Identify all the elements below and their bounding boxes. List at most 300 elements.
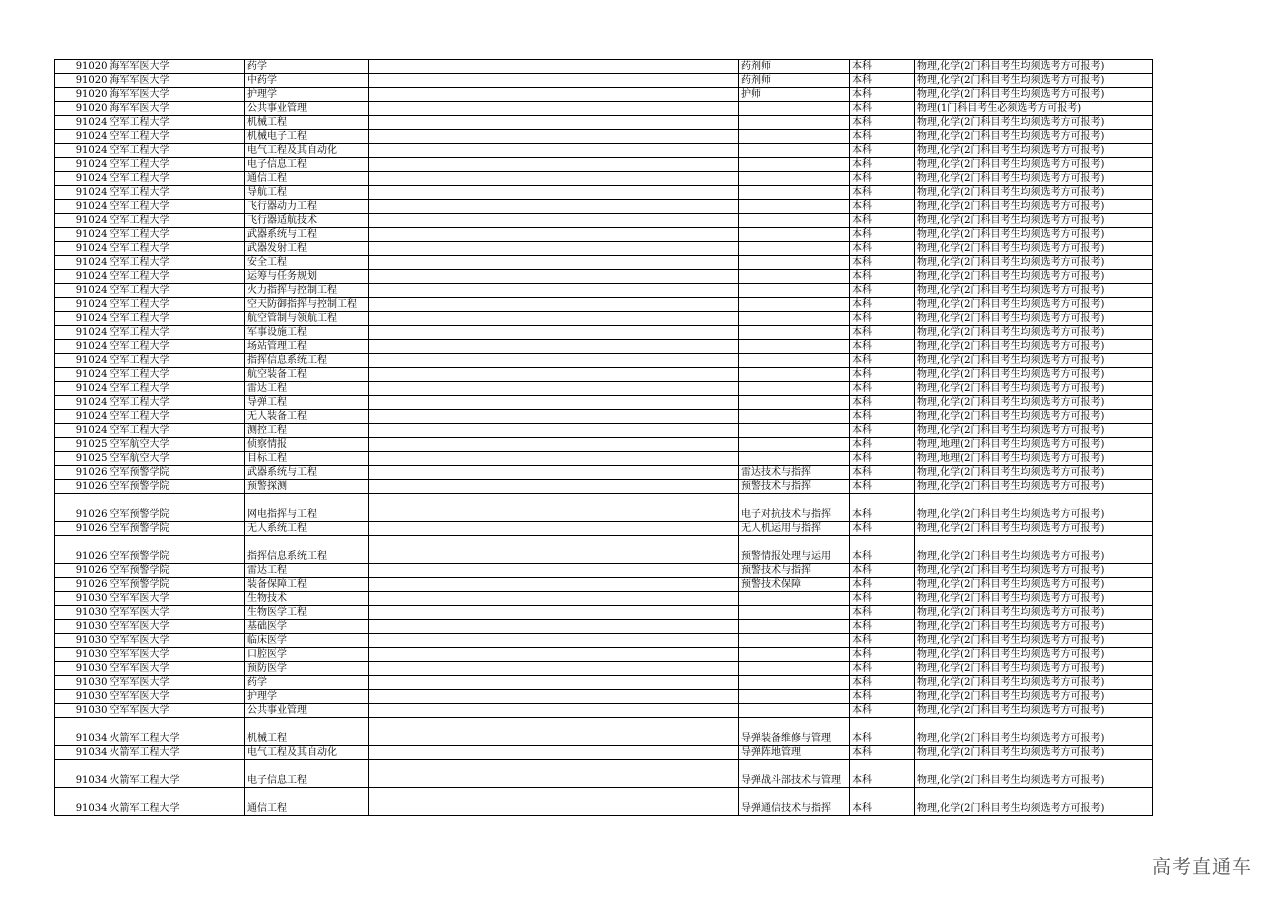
major-name-cell: 护理学 bbox=[245, 690, 369, 704]
major-name-cell: 场站管理工程 bbox=[245, 340, 369, 354]
major-name-cell: 机械工程 bbox=[245, 116, 369, 130]
level-cell: 本科 bbox=[850, 536, 915, 564]
major-note-cell bbox=[369, 438, 739, 452]
major-name-cell: 护理学 bbox=[245, 88, 369, 102]
table-row bbox=[55, 116, 1153, 130]
major-note-cell bbox=[369, 130, 739, 144]
subject-requirement-cell: 物理,化学(2门科目考生均须选考方可报考) bbox=[915, 256, 1153, 270]
direction-cell bbox=[739, 228, 850, 242]
level-cell: 本科 bbox=[850, 648, 915, 662]
table-row bbox=[55, 718, 1153, 746]
subject-requirement-cell: 物理,化学(2门科目考生均须选考方可报考) bbox=[915, 116, 1153, 130]
major-name-cell: 火力指挥与控制工程 bbox=[245, 284, 369, 298]
school-code-cell: 91030 bbox=[55, 676, 109, 690]
subject-requirement-cell: 物理,化学(2门科目考生均须选考方可报考) bbox=[915, 312, 1153, 326]
school-code-cell: 91034 bbox=[55, 746, 109, 760]
direction-cell bbox=[739, 620, 850, 634]
level-cell: 本科 bbox=[850, 242, 915, 256]
direction-cell bbox=[739, 634, 850, 648]
school-code-cell: 91024 bbox=[55, 242, 109, 256]
level-cell: 本科 bbox=[850, 676, 915, 690]
school-code-cell: 91026 bbox=[55, 494, 109, 522]
school-code-cell: 91034 bbox=[55, 718, 109, 746]
level-cell: 本科 bbox=[850, 760, 915, 788]
school-code-cell: 91024 bbox=[55, 354, 109, 368]
school-name-cell: 空军工程大学 bbox=[109, 214, 245, 228]
table-row bbox=[55, 424, 1153, 438]
subject-requirement-cell: 物理,化学(2门科目考生均须选考方可报考) bbox=[915, 760, 1153, 788]
table-row bbox=[55, 662, 1153, 676]
major-note-cell bbox=[369, 214, 739, 228]
subject-requirement-cell: 物理,化学(2门科目考生均须选考方可报考) bbox=[915, 340, 1153, 354]
school-code-cell: 91024 bbox=[55, 214, 109, 228]
school-name-cell: 空军军医大学 bbox=[109, 592, 245, 606]
school-code-cell: 91024 bbox=[55, 312, 109, 326]
subject-requirement-cell: 物理,化学(2门科目考生均须选考方可报考) bbox=[915, 676, 1153, 690]
school-code-cell: 91024 bbox=[55, 200, 109, 214]
table-row bbox=[55, 480, 1153, 494]
subject-requirement-cell: 物理,化学(2门科目考生均须选考方可报考) bbox=[915, 214, 1153, 228]
level-cell: 本科 bbox=[850, 368, 915, 382]
school-code-cell: 91024 bbox=[55, 158, 109, 172]
subject-requirement-cell: 物理,化学(2门科目考生均须选考方可报考) bbox=[915, 284, 1153, 298]
school-code-cell: 91024 bbox=[55, 424, 109, 438]
subject-requirement-cell: 物理,化学(2门科目考生均须选考方可报考) bbox=[915, 788, 1153, 816]
subject-requirement-cell: 物理,化学(2门科目考生均须选考方可报考) bbox=[915, 88, 1153, 102]
school-name-cell: 空军军医大学 bbox=[109, 634, 245, 648]
major-name-cell: 生物医学工程 bbox=[245, 606, 369, 620]
subject-requirement-cell: 物理,化学(2门科目考生均须选考方可报考) bbox=[915, 522, 1153, 536]
school-name-cell: 空军航空大学 bbox=[109, 438, 245, 452]
school-name-cell: 空军军医大学 bbox=[109, 690, 245, 704]
major-name-cell: 预防医学 bbox=[245, 662, 369, 676]
table-row bbox=[55, 676, 1153, 690]
subject-requirement-cell: 物理,化学(2门科目考生均须选考方可报考) bbox=[915, 242, 1153, 256]
direction-cell: 护师 bbox=[739, 88, 850, 102]
direction-cell bbox=[739, 200, 850, 214]
major-note-cell bbox=[369, 704, 739, 718]
school-code-cell: 91030 bbox=[55, 662, 109, 676]
direction-cell bbox=[739, 340, 850, 354]
major-name-cell: 通信工程 bbox=[245, 172, 369, 186]
major-note-cell bbox=[369, 536, 739, 564]
subject-requirement-cell: 物理,化学(2门科目考生均须选考方可报考) bbox=[915, 606, 1153, 620]
school-code-cell: 91024 bbox=[55, 144, 109, 158]
major-name-cell: 指挥信息系统工程 bbox=[245, 536, 369, 564]
school-code-cell: 91026 bbox=[55, 578, 109, 592]
major-note-cell bbox=[369, 270, 739, 284]
direction-cell bbox=[739, 410, 850, 424]
school-name-cell: 空军工程大学 bbox=[109, 298, 245, 312]
subject-requirement-cell: 物理,化学(2门科目考生均须选考方可报考) bbox=[915, 564, 1153, 578]
school-name-cell: 空军工程大学 bbox=[109, 228, 245, 242]
school-code-cell: 91020 bbox=[55, 102, 109, 116]
direction-cell: 导弹通信技术与指挥 bbox=[739, 788, 850, 816]
subject-requirement-cell: 物理,化学(2门科目考生均须选考方可报考) bbox=[915, 746, 1153, 760]
school-name-cell: 海军军医大学 bbox=[109, 74, 245, 88]
school-name-cell: 空军工程大学 bbox=[109, 326, 245, 340]
major-note-cell bbox=[369, 466, 739, 480]
direction-cell: 无人机运用与指挥 bbox=[739, 522, 850, 536]
school-name-cell: 空军工程大学 bbox=[109, 144, 245, 158]
school-code-cell: 91026 bbox=[55, 564, 109, 578]
table-row bbox=[55, 648, 1153, 662]
table-row bbox=[55, 452, 1153, 466]
school-name-cell: 火箭军工程大学 bbox=[109, 746, 245, 760]
major-name-cell: 口腔医学 bbox=[245, 648, 369, 662]
subject-requirement-cell: 物理,化学(2门科目考生均须选考方可报考) bbox=[915, 592, 1153, 606]
level-cell: 本科 bbox=[850, 298, 915, 312]
major-note-cell bbox=[369, 676, 739, 690]
level-cell: 本科 bbox=[850, 396, 915, 410]
school-name-cell: 空军军医大学 bbox=[109, 676, 245, 690]
subject-requirement-cell: 物理,化学(2门科目考生均须选考方可报考) bbox=[915, 410, 1153, 424]
major-note-cell bbox=[369, 354, 739, 368]
level-cell: 本科 bbox=[850, 340, 915, 354]
school-code-cell: 91026 bbox=[55, 480, 109, 494]
direction-cell bbox=[739, 256, 850, 270]
level-cell: 本科 bbox=[850, 410, 915, 424]
direction-cell: 预警情报处理与运用 bbox=[739, 536, 850, 564]
level-cell: 本科 bbox=[850, 480, 915, 494]
major-name-cell: 临床医学 bbox=[245, 634, 369, 648]
level-cell: 本科 bbox=[850, 662, 915, 676]
major-name-cell: 机械电子工程 bbox=[245, 130, 369, 144]
table-row bbox=[55, 74, 1153, 88]
major-name-cell: 电气工程及其自动化 bbox=[245, 144, 369, 158]
major-note-cell bbox=[369, 284, 739, 298]
direction-cell bbox=[739, 424, 850, 438]
subject-requirement-cell: 物理,化学(2门科目考生均须选考方可报考) bbox=[915, 466, 1153, 480]
subject-requirement-cell: 物理,地理(2门科目考生均须选考方可报考) bbox=[915, 438, 1153, 452]
major-note-cell bbox=[369, 578, 739, 592]
table-row bbox=[55, 270, 1153, 284]
direction-cell: 电子对抗技术与指挥 bbox=[739, 494, 850, 522]
major-name-cell: 中药学 bbox=[245, 74, 369, 88]
major-name-cell: 无人装备工程 bbox=[245, 410, 369, 424]
school-code-cell: 91025 bbox=[55, 438, 109, 452]
school-code-cell: 91030 bbox=[55, 690, 109, 704]
table-row bbox=[55, 88, 1153, 102]
major-name-cell: 军事设施工程 bbox=[245, 326, 369, 340]
subject-requirement-cell: 物理,化学(2门科目考生均须选考方可报考) bbox=[915, 634, 1153, 648]
major-note-cell bbox=[369, 718, 739, 746]
subject-requirement-cell: 物理(1门科目考生必须选考方可报考) bbox=[915, 102, 1153, 116]
table-row bbox=[55, 578, 1153, 592]
level-cell: 本科 bbox=[850, 564, 915, 578]
direction-cell: 导弹装备维修与管理 bbox=[739, 718, 850, 746]
level-cell: 本科 bbox=[850, 172, 915, 186]
major-name-cell: 生物技术 bbox=[245, 592, 369, 606]
table-row bbox=[55, 326, 1153, 340]
major-name-cell: 武器系统与工程 bbox=[245, 466, 369, 480]
school-code-cell: 91024 bbox=[55, 298, 109, 312]
major-name-cell: 导航工程 bbox=[245, 186, 369, 200]
school-name-cell: 火箭军工程大学 bbox=[109, 760, 245, 788]
school-name-cell: 空军预警学院 bbox=[109, 466, 245, 480]
major-note-cell bbox=[369, 116, 739, 130]
direction-cell bbox=[739, 326, 850, 340]
table-body bbox=[55, 60, 1153, 816]
major-name-cell: 预警探测 bbox=[245, 480, 369, 494]
direction-cell bbox=[739, 186, 850, 200]
school-code-cell: 91030 bbox=[55, 592, 109, 606]
level-cell: 本科 bbox=[850, 578, 915, 592]
school-code-cell: 91024 bbox=[55, 228, 109, 242]
school-name-cell: 空军军医大学 bbox=[109, 648, 245, 662]
school-name-cell: 空军工程大学 bbox=[109, 200, 245, 214]
table-row bbox=[55, 746, 1153, 760]
major-note-cell bbox=[369, 242, 739, 256]
direction-cell bbox=[739, 284, 850, 298]
school-code-cell: 91026 bbox=[55, 522, 109, 536]
major-name-cell: 网电指挥与工程 bbox=[245, 494, 369, 522]
level-cell: 本科 bbox=[850, 704, 915, 718]
school-code-cell: 91024 bbox=[55, 340, 109, 354]
level-cell: 本科 bbox=[850, 522, 915, 536]
level-cell: 本科 bbox=[850, 620, 915, 634]
watermark: 高考直通车 bbox=[1151, 856, 1252, 878]
subject-requirement-cell: 物理,化学(2门科目考生均须选考方可报考) bbox=[915, 662, 1153, 676]
school-code-cell: 91030 bbox=[55, 620, 109, 634]
major-name-cell: 武器发射工程 bbox=[245, 242, 369, 256]
school-code-cell: 91024 bbox=[55, 410, 109, 424]
table-row bbox=[55, 256, 1153, 270]
school-name-cell: 空军工程大学 bbox=[109, 410, 245, 424]
major-note-cell bbox=[369, 648, 739, 662]
major-note-cell bbox=[369, 788, 739, 816]
direction-cell: 预警技术保障 bbox=[739, 578, 850, 592]
direction-cell bbox=[739, 382, 850, 396]
table-row bbox=[55, 200, 1153, 214]
major-name-cell: 武器系统与工程 bbox=[245, 228, 369, 242]
school-name-cell: 空军工程大学 bbox=[109, 284, 245, 298]
school-code-cell: 91024 bbox=[55, 172, 109, 186]
school-name-cell: 海军军医大学 bbox=[109, 88, 245, 102]
level-cell: 本科 bbox=[850, 494, 915, 522]
table-row bbox=[55, 186, 1153, 200]
table-row bbox=[55, 228, 1153, 242]
direction-cell bbox=[739, 102, 850, 116]
subject-requirement-cell: 物理,化学(2门科目考生均须选考方可报考) bbox=[915, 620, 1153, 634]
level-cell: 本科 bbox=[850, 88, 915, 102]
school-code-cell: 91030 bbox=[55, 634, 109, 648]
level-cell: 本科 bbox=[850, 606, 915, 620]
major-name-cell: 指挥信息系统工程 bbox=[245, 354, 369, 368]
table-row bbox=[55, 130, 1153, 144]
major-note-cell bbox=[369, 158, 739, 172]
direction-cell bbox=[739, 438, 850, 452]
major-name-cell: 空天防御指挥与控制工程 bbox=[245, 298, 369, 312]
major-note-cell bbox=[369, 256, 739, 270]
level-cell: 本科 bbox=[850, 746, 915, 760]
school-name-cell: 空军预警学院 bbox=[109, 578, 245, 592]
level-cell: 本科 bbox=[850, 438, 915, 452]
table-row bbox=[55, 620, 1153, 634]
school-code-cell: 91024 bbox=[55, 326, 109, 340]
table-row bbox=[55, 536, 1153, 564]
table-row bbox=[55, 788, 1153, 816]
level-cell: 本科 bbox=[850, 214, 915, 228]
table-row bbox=[55, 172, 1153, 186]
major-note-cell bbox=[369, 746, 739, 760]
school-name-cell: 空军工程大学 bbox=[109, 158, 245, 172]
major-name-cell: 飞行器适航技术 bbox=[245, 214, 369, 228]
table-row bbox=[55, 438, 1153, 452]
table-row bbox=[55, 704, 1153, 718]
major-note-cell bbox=[369, 760, 739, 788]
major-note-cell bbox=[369, 102, 739, 116]
direction-cell bbox=[739, 648, 850, 662]
direction-cell bbox=[739, 452, 850, 466]
school-code-cell: 91024 bbox=[55, 368, 109, 382]
table-row bbox=[55, 368, 1153, 382]
school-code-cell: 91020 bbox=[55, 60, 109, 74]
direction-cell bbox=[739, 368, 850, 382]
school-code-cell: 91024 bbox=[55, 186, 109, 200]
direction-cell bbox=[739, 270, 850, 284]
subject-requirement-cell: 物理,化学(2门科目考生均须选考方可报考) bbox=[915, 60, 1153, 74]
subject-requirement-cell: 物理,化学(2门科目考生均须选考方可报考) bbox=[915, 172, 1153, 186]
school-name-cell: 空军工程大学 bbox=[109, 130, 245, 144]
school-code-cell: 91030 bbox=[55, 704, 109, 718]
major-note-cell bbox=[369, 88, 739, 102]
subject-requirement-cell: 物理,化学(2门科目考生均须选考方可报考) bbox=[915, 396, 1153, 410]
table-row bbox=[55, 522, 1153, 536]
level-cell: 本科 bbox=[850, 312, 915, 326]
level-cell: 本科 bbox=[850, 382, 915, 396]
level-cell: 本科 bbox=[850, 256, 915, 270]
direction-cell bbox=[739, 662, 850, 676]
major-name-cell: 电子信息工程 bbox=[245, 158, 369, 172]
major-note-cell bbox=[369, 312, 739, 326]
school-name-cell: 空军预警学院 bbox=[109, 494, 245, 522]
table-row bbox=[55, 494, 1153, 522]
major-name-cell: 电子信息工程 bbox=[245, 760, 369, 788]
direction-cell bbox=[739, 242, 850, 256]
level-cell: 本科 bbox=[850, 74, 915, 88]
major-note-cell bbox=[369, 228, 739, 242]
table-row bbox=[55, 690, 1153, 704]
major-note-cell bbox=[369, 368, 739, 382]
major-note-cell bbox=[369, 186, 739, 200]
major-note-cell bbox=[369, 494, 739, 522]
table-row bbox=[55, 340, 1153, 354]
subject-requirement-cell: 物理,地理(2门科目考生均须选考方可报考) bbox=[915, 452, 1153, 466]
subject-requirement-cell: 物理,化学(2门科目考生均须选考方可报考) bbox=[915, 74, 1153, 88]
subject-requirement-cell: 物理,化学(2门科目考生均须选考方可报考) bbox=[915, 158, 1153, 172]
direction-cell: 预警技术与指挥 bbox=[739, 564, 850, 578]
level-cell: 本科 bbox=[850, 718, 915, 746]
subject-requirement-cell: 物理,化学(2门科目考生均须选考方可报考) bbox=[915, 298, 1153, 312]
major-name-cell: 公共事业管理 bbox=[245, 102, 369, 116]
direction-cell bbox=[739, 312, 850, 326]
school-code-cell: 91024 bbox=[55, 382, 109, 396]
major-note-cell bbox=[369, 200, 739, 214]
major-note-cell bbox=[369, 340, 739, 354]
table-row bbox=[55, 102, 1153, 116]
major-note-cell bbox=[369, 522, 739, 536]
table-row bbox=[55, 242, 1153, 256]
direction-cell bbox=[739, 172, 850, 186]
school-code-cell: 91025 bbox=[55, 452, 109, 466]
level-cell: 本科 bbox=[850, 634, 915, 648]
major-note-cell bbox=[369, 396, 739, 410]
table-row bbox=[55, 634, 1153, 648]
level-cell: 本科 bbox=[850, 466, 915, 480]
school-name-cell: 空军工程大学 bbox=[109, 368, 245, 382]
major-note-cell bbox=[369, 144, 739, 158]
level-cell: 本科 bbox=[850, 158, 915, 172]
school-name-cell: 空军军医大学 bbox=[109, 606, 245, 620]
subject-requirement-cell: 物理,化学(2门科目考生均须选考方可报考) bbox=[915, 718, 1153, 746]
major-name-cell: 雷达工程 bbox=[245, 382, 369, 396]
school-code-cell: 91024 bbox=[55, 284, 109, 298]
major-name-cell: 电气工程及其自动化 bbox=[245, 746, 369, 760]
direction-cell bbox=[739, 130, 850, 144]
level-cell: 本科 bbox=[850, 186, 915, 200]
subject-requirement-cell: 物理,化学(2门科目考生均须选考方可报考) bbox=[915, 648, 1153, 662]
major-name-cell: 无人系统工程 bbox=[245, 522, 369, 536]
school-name-cell: 空军预警学院 bbox=[109, 480, 245, 494]
school-name-cell: 空军航空大学 bbox=[109, 452, 245, 466]
major-note-cell bbox=[369, 592, 739, 606]
major-note-cell bbox=[369, 690, 739, 704]
school-name-cell: 空军工程大学 bbox=[109, 242, 245, 256]
school-name-cell: 空军工程大学 bbox=[109, 396, 245, 410]
level-cell: 本科 bbox=[850, 284, 915, 298]
school-name-cell: 空军预警学院 bbox=[109, 522, 245, 536]
direction-cell bbox=[739, 592, 850, 606]
major-note-cell bbox=[369, 564, 739, 578]
school-name-cell: 空军工程大学 bbox=[109, 256, 245, 270]
school-name-cell: 海军军医大学 bbox=[109, 60, 245, 74]
major-name-cell: 侦察情报 bbox=[245, 438, 369, 452]
major-name-cell: 雷达工程 bbox=[245, 564, 369, 578]
major-name-cell: 公共事业管理 bbox=[245, 704, 369, 718]
major-note-cell bbox=[369, 326, 739, 340]
level-cell: 本科 bbox=[850, 130, 915, 144]
school-name-cell: 空军军医大学 bbox=[109, 620, 245, 634]
level-cell: 本科 bbox=[850, 424, 915, 438]
major-name-cell: 目标工程 bbox=[245, 452, 369, 466]
subject-requirement-cell: 物理,化学(2门科目考生均须选考方可报考) bbox=[915, 424, 1153, 438]
subject-requirement-cell: 物理,化学(2门科目考生均须选考方可报考) bbox=[915, 494, 1153, 522]
subject-requirement-cell: 物理,化学(2门科目考生均须选考方可报考) bbox=[915, 186, 1153, 200]
school-name-cell: 空军工程大学 bbox=[109, 312, 245, 326]
major-name-cell: 飞行器动力工程 bbox=[245, 200, 369, 214]
table-row bbox=[55, 144, 1153, 158]
table-row bbox=[55, 312, 1153, 326]
table-row bbox=[55, 760, 1153, 788]
table-row bbox=[55, 396, 1153, 410]
school-name-cell: 空军工程大学 bbox=[109, 354, 245, 368]
subject-requirement-cell: 物理,化学(2门科目考生均须选考方可报考) bbox=[915, 326, 1153, 340]
major-name-cell: 装备保障工程 bbox=[245, 578, 369, 592]
school-name-cell: 空军军医大学 bbox=[109, 662, 245, 676]
subject-requirement-cell: 物理,化学(2门科目考生均须选考方可报考) bbox=[915, 536, 1153, 564]
table-row bbox=[55, 60, 1153, 74]
major-name-cell: 机械工程 bbox=[245, 718, 369, 746]
subject-requirement-cell: 物理,化学(2门科目考生均须选考方可报考) bbox=[915, 200, 1153, 214]
school-name-cell: 空军预警学院 bbox=[109, 564, 245, 578]
school-code-cell: 91026 bbox=[55, 536, 109, 564]
direction-cell: 导弹战斗部技术与管理 bbox=[739, 760, 850, 788]
level-cell: 本科 bbox=[850, 354, 915, 368]
table-row bbox=[55, 354, 1153, 368]
level-cell: 本科 bbox=[850, 200, 915, 214]
direction-cell bbox=[739, 676, 850, 690]
